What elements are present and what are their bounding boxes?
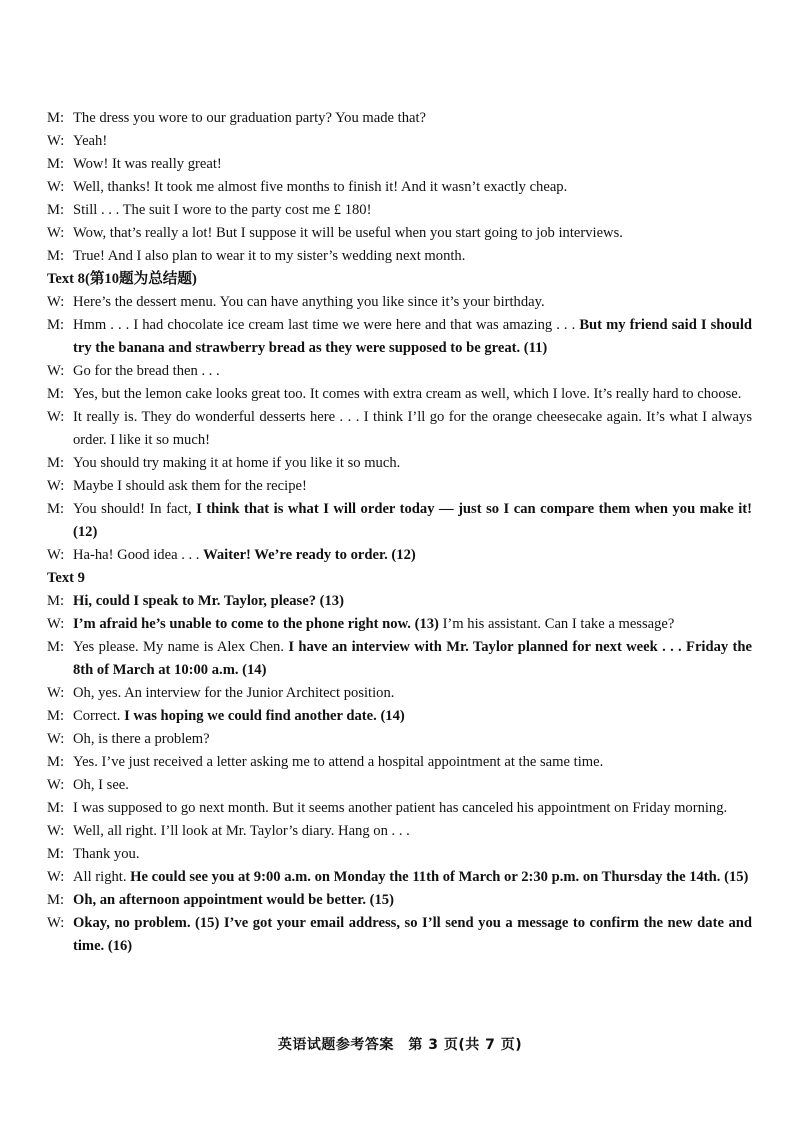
speaker-label: W: [47,685,65,701]
answer-evidence-text: Waiter! We’re ready to order. (12) [203,547,416,563]
speaker-label: W: [47,915,65,931]
dialogue-line [47,728,752,751]
speaker-label: M: [47,892,65,908]
speaker-label: M: [47,386,65,402]
dialogue-text [73,360,752,383]
dialogue-segment: Yes, but the lemon cake looks great too. It comes with extra cream as well, which I love. It’s really hard to choose. [73,386,742,402]
dialogue-line [47,406,752,452]
dialogue-line [47,360,752,383]
dialogue-segment: Yes please. My name is Alex Chen. [73,639,289,655]
dialogue-text [73,866,752,889]
answer-evidence-text: I think that is what I will order today — just so I can compare them when you make it! (12) [73,501,752,540]
speaker-label: M: [47,708,65,724]
dialogue-text [73,199,752,222]
dialogue-line [47,682,752,705]
dialogue-segment: Well, all right. I’ll look at Mr. Taylor’s diary. Hang on . . . [73,823,410,839]
dialogue-segment: Go for the bread then . . . [73,363,220,379]
dialogue-text [73,107,752,130]
dialogue-segment: All right. [73,869,131,885]
dialogue-segment: Ha-ha! Good idea . . . [73,547,204,563]
answer-evidence-text: Okay, no problem. (15) I’ve got your email address, so I’ll send you a message to confirm the new date and time. (16) [73,915,752,954]
answer-evidence-text: Oh, an afternoon appointment would be better. (15) [73,892,394,908]
dialogue-text [73,176,752,199]
dialogue-segment: Well, thanks! It took me almost five months to finish it! And it wasn’t exactly cheap. [73,179,568,195]
speaker-label: W: [47,731,65,747]
dialogue-line [47,544,752,567]
page-footer: 英语试题参考答案 第 3 页(共 7 页) [277,1037,523,1053]
speaker-label: M: [47,639,65,655]
text8-transcript-section [47,291,752,567]
answer-evidence-text: I was hoping we could find another date. (14) [124,708,405,724]
dialogue-text [73,613,752,636]
dialogue-line [47,590,752,613]
dialogue-text [73,912,752,958]
dialogue-text [73,314,752,360]
dialogue-text [73,498,752,544]
answer-evidence-text: I’m afraid he’s unable to come to the phone right now. (13) [73,616,439,632]
dialogue-line [47,199,752,222]
speaker-label: M: [47,156,65,172]
dialogue-line [47,705,752,728]
transcript-content [47,107,752,958]
dialogue-text [73,245,752,268]
answer-evidence-text: But my friend said I should try the banana and strawberry bread as they were supposed to be great. (11) [73,317,753,356]
dialogue-text [73,291,752,314]
dialogue-line [47,291,752,314]
dialogue-text [73,383,752,406]
dialogue-segment: Oh, is there a problem? [73,731,210,747]
dialogue-segment: The dress you wore to our graduation party? You made that? [73,110,426,126]
text9-transcript-section [47,590,752,958]
dialogue-line [47,245,752,268]
dialogue-text [73,705,752,728]
dialogue-segment: You should try making it at home if you like it so much. [73,455,401,471]
dialogue-line [47,130,752,153]
dialogue-text [73,544,752,567]
answer-evidence-text: Hi, could I speak to Mr. Taylor, please? (13) [73,593,344,609]
dialogue-segment: I’m his assistant. Can I take a message? [438,616,675,632]
dialogue-text [73,728,752,751]
dialogue-line [47,889,752,912]
speaker-label: M: [47,110,65,126]
dialogue-segment: Yeah! [73,133,108,149]
dialogue-text [73,820,752,843]
text7-transcript-section [47,107,752,268]
dialogue-text [73,153,752,176]
speaker-label: M: [47,593,65,609]
dialogue-segment: Yes. I’ve just received a letter asking me to attend a hospital appointment at the same time. [73,754,604,770]
dialogue-text [73,889,752,912]
dialogue-text [73,797,752,820]
dialogue-text [73,452,752,475]
speaker-label: W: [47,823,65,839]
dialogue-text [73,751,752,774]
dialogue-line [47,797,752,820]
dialogue-text [73,130,752,153]
dialogue-segment: Oh, yes. An interview for the Junior Architect position. [73,685,395,701]
speaker-label: W: [47,409,65,425]
dialogue-line [47,475,752,498]
dialogue-line [47,107,752,130]
answer-evidence-text: He could see you at 9:00 a.m. on Monday the 11th of March or 2:30 p.m. on Thursday the 14th. (15) [130,869,749,885]
dialogue-text [73,406,752,452]
dialogue-text [73,843,752,866]
dialogue-text [73,475,752,498]
speaker-label: M: [47,202,65,218]
speaker-label: W: [47,133,65,149]
dialogue-segment: Thank you. [73,846,140,862]
dialogue-line [47,866,752,889]
dialogue-line [47,820,752,843]
dialogue-text [73,222,752,245]
dialogue-line [47,636,752,682]
speaker-label: M: [47,800,65,816]
dialogue-line [47,613,752,636]
dialogue-text [73,774,752,797]
speaker-label: W: [47,777,65,793]
dialogue-line [47,222,752,245]
speaker-label: W: [47,478,65,494]
dialogue-text [73,590,752,613]
dialogue-line [47,843,752,866]
dialogue-segment: Hmm . . . I had chocolate ice cream last time we were here and that was amazing . . . [73,317,580,333]
speaker-label: W: [47,294,65,310]
dialogue-segment: Here’s the dessert menu. You can have anything you like since it’s your birthday. [73,294,545,310]
dialogue-line [47,912,752,958]
dialogue-segment: Wow! It was really great! [73,156,222,172]
dialogue-line [47,774,752,797]
dialogue-text [73,636,752,682]
dialogue-segment: Maybe I should ask them for the recipe! [73,478,307,494]
dialogue-segment: True! And I also plan to wear it to my sister’s wedding next month. [73,248,466,264]
dialogue-segment: Oh, I see. [73,777,129,793]
dialogue-line [47,176,752,199]
dialogue-segment: You should! In fact, [73,501,197,517]
speaker-label: M: [47,846,65,862]
dialogue-text [73,682,752,705]
speaker-label: M: [47,455,65,471]
dialogue-line [47,383,752,406]
dialogue-line [47,452,752,475]
text9-heading: Text 9 [47,570,85,586]
speaker-label: M: [47,501,65,517]
dialogue-line [47,314,752,360]
dialogue-line [47,498,752,544]
speaker-label: W: [47,225,65,241]
speaker-label: W: [47,547,65,563]
dialogue-segment: Wow, that’s really a lot! But I suppose it will be useful when you start going to job interviews. [73,225,623,241]
speaker-label: W: [47,616,65,632]
speaker-label: M: [47,754,65,770]
dialogue-segment: Correct. [73,708,125,724]
speaker-label: W: [47,363,65,379]
speaker-label: W: [47,869,65,885]
speaker-label: M: [47,317,65,333]
dialogue-segment: It really is. They do wonderful desserts here . . . I think I’ll go for the orange cheesecake again. It’s what I always order. I like it so much! [73,409,752,448]
dialogue-line [47,153,752,176]
text8-heading: Text 8(第10题为总结题) [47,271,197,287]
answer-evidence-text: I have an interview with Mr. Taylor planned for next week . . . Friday the 8th of March at 10:00 a.m. (14) [73,639,752,678]
speaker-label: W: [47,179,65,195]
speaker-label: M: [47,248,65,264]
dialogue-segment: I was supposed to go next month. But it seems another patient has canceled his appointment on Friday morning. [73,800,728,816]
dialogue-line [47,751,752,774]
dialogue-segment: Still . . . The suit I wore to the party cost me £ 180! [73,202,372,218]
